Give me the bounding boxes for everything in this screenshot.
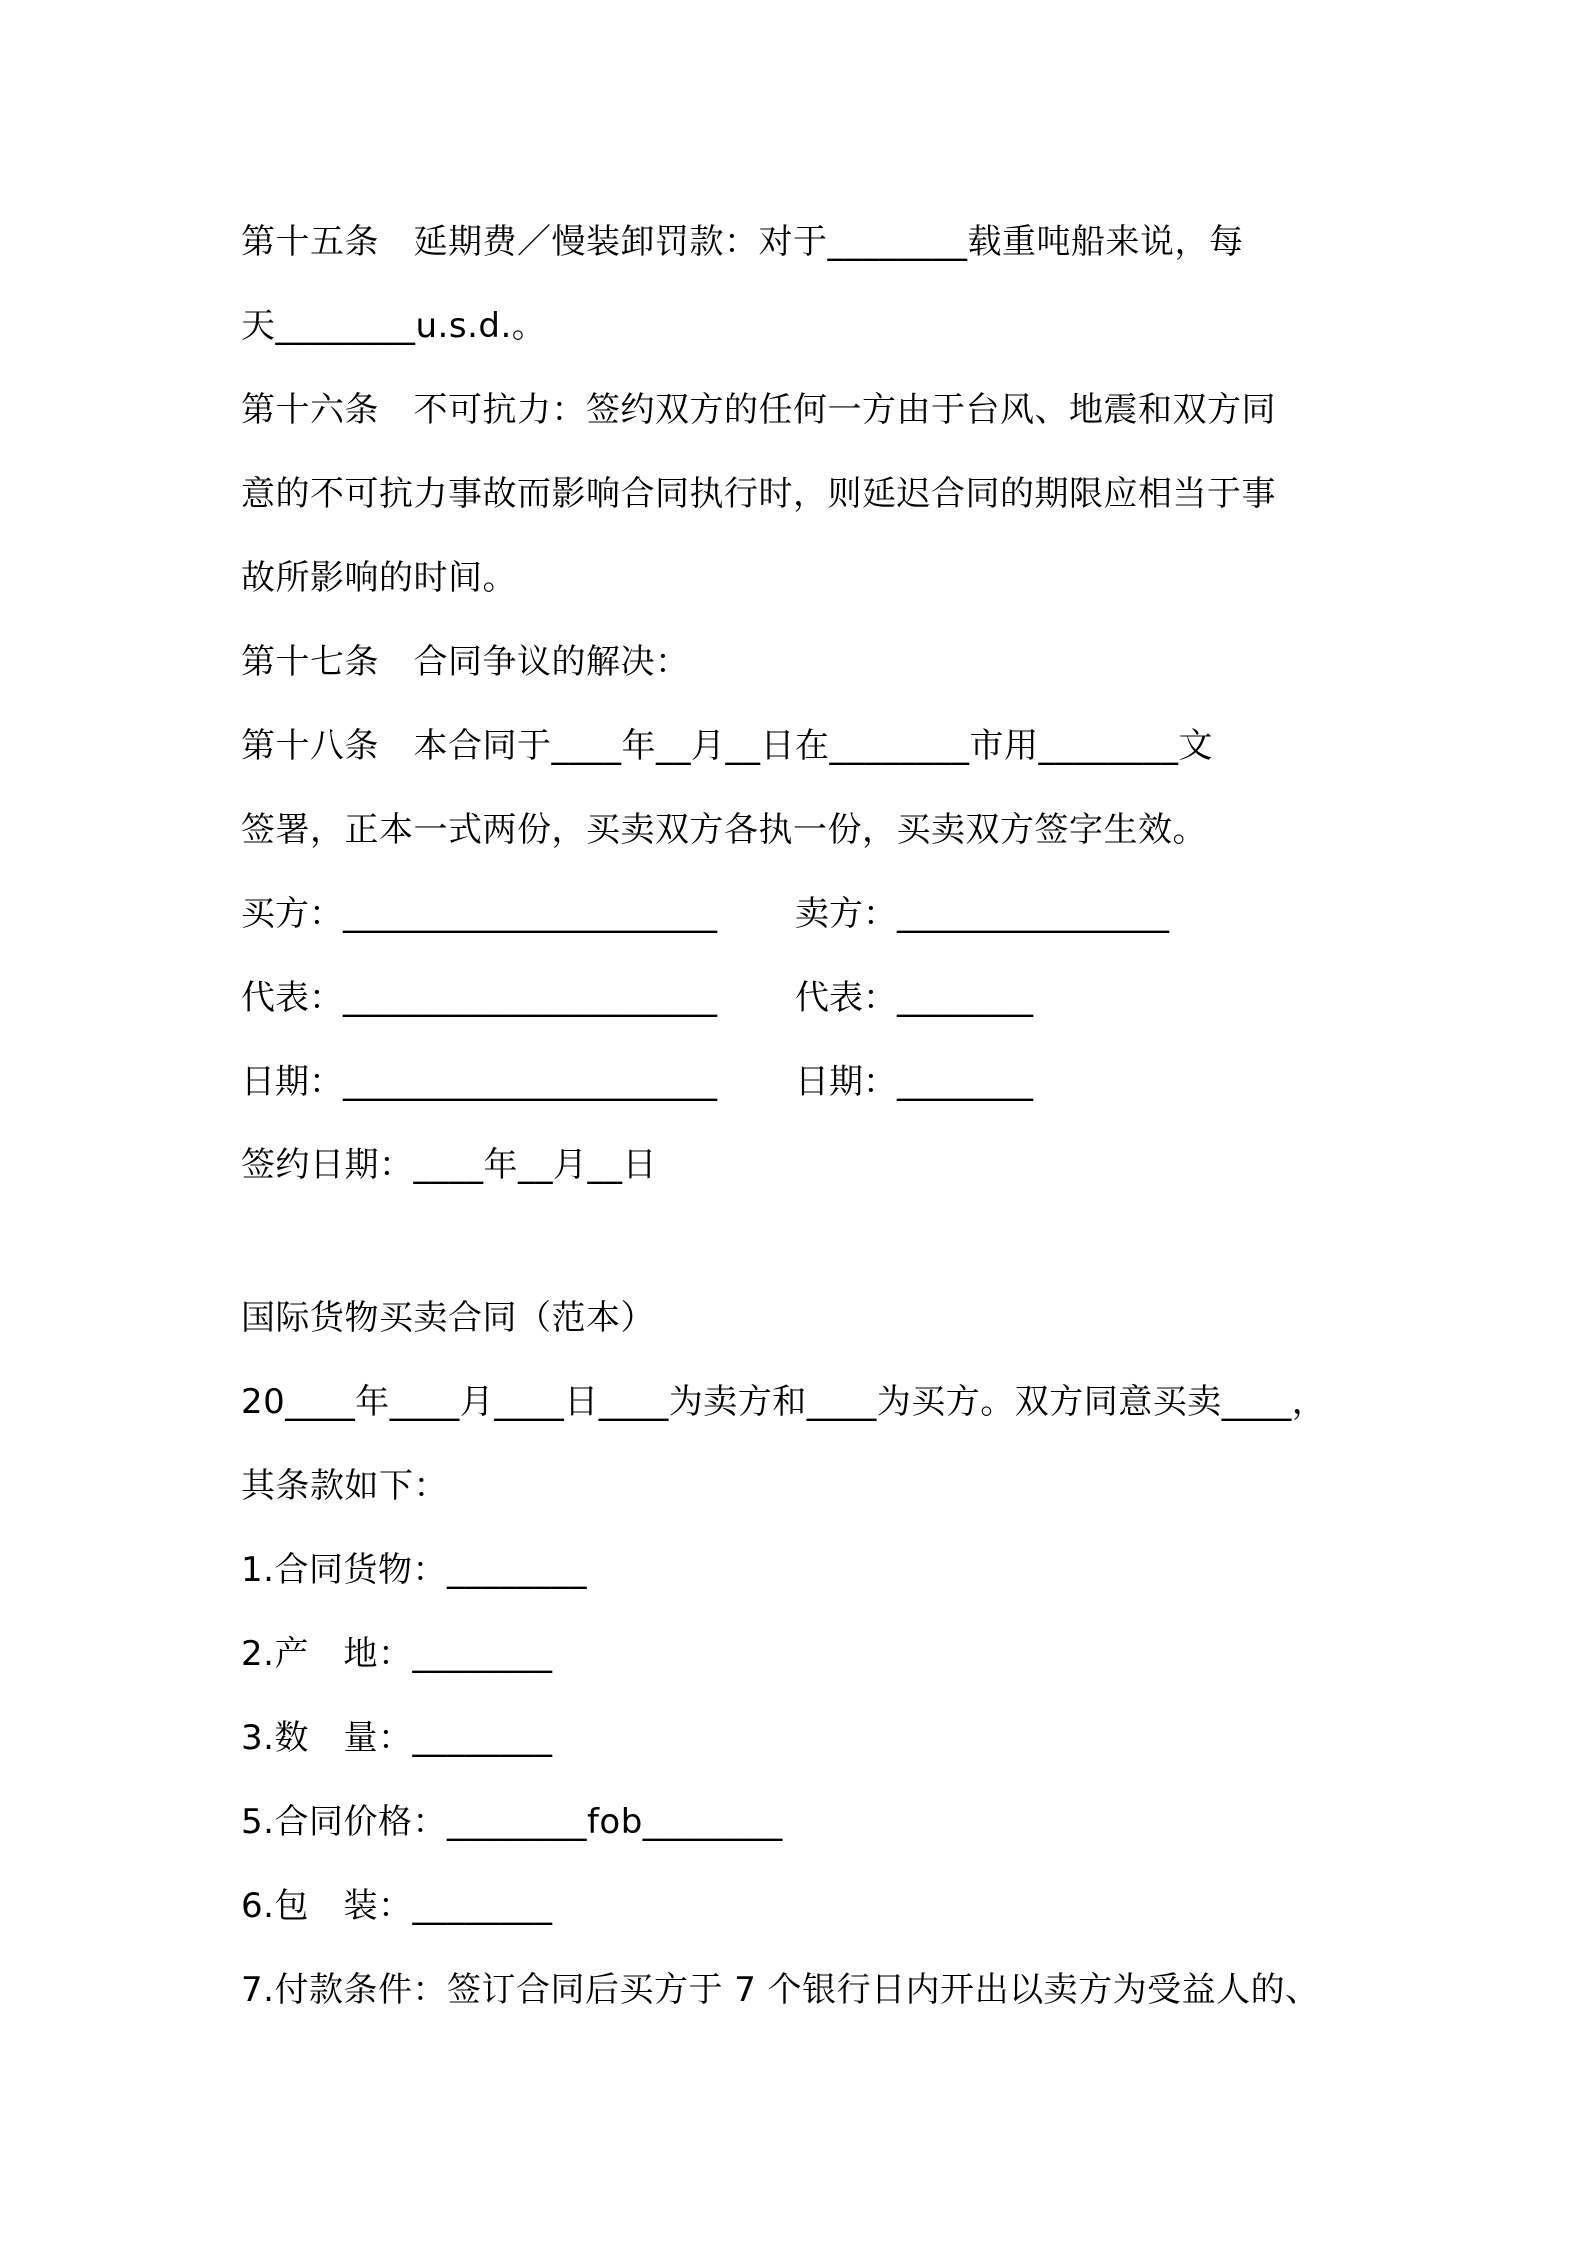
contract-item-goods: 1.合同货物：________ xyxy=(241,1550,587,1590)
contract-item-quantity: 3.数 量：________ xyxy=(241,1718,553,1758)
contract-item-origin: 2.产 地：________ xyxy=(241,1634,553,1674)
article-16-line-3: 故所影响的时间。 xyxy=(241,558,517,598)
article-15-line-2: 天________u.s.d.。 xyxy=(241,306,547,346)
seller-date-line: 日期：________ xyxy=(795,1062,1033,1102)
contract-item-packing: 6.包 装：________ xyxy=(241,1886,553,1926)
contract-title: 国际货物买卖合同（范本） xyxy=(241,1298,655,1338)
buyer-signature-line: 买方：______________________ xyxy=(241,894,717,934)
contract-intro-line-1: 20____年____月____日____为卖方和____为买方。双方同意买卖____， xyxy=(241,1382,1327,1422)
article-15-line-1: 第十五条 延期费／慢装卸罚款：对于________载重吨船来说，每 xyxy=(241,222,1244,262)
article-18-line-2: 签署，正本一式两份，买卖双方各执一份，买卖双方签字生效。 xyxy=(241,810,1207,850)
article-16-line-1: 第十六条 不可抗力：签约双方的任何一方由于台风、地震和双方同 xyxy=(241,390,1276,430)
contract-item-payment: 7.付款条件：签订合同后买方于 7 个银行日内开出以卖方为受益人的、 xyxy=(241,1970,1320,2010)
signature-row-date xyxy=(241,1040,1381,1124)
contract-item-price: 5.合同价格：________fob________ xyxy=(241,1802,783,1842)
buyer-date-line: 日期：______________________ xyxy=(241,1062,717,1102)
seller-signature-line: 卖方：________________ xyxy=(795,894,1169,934)
contract-intro-line-2: 其条款如下： xyxy=(241,1466,448,1506)
article-18-line-1: 第十八条 本合同于____年__月__日在________市用________文 xyxy=(241,726,1213,766)
document-page xyxy=(241,200,1381,2032)
section-spacer xyxy=(241,1206,1381,1276)
signature-row-representative xyxy=(241,956,1381,1040)
buyer-representative-line: 代表：______________________ xyxy=(241,978,717,1018)
article-16-line-2: 意的不可抗力事故而影响合同执行时，则延迟合同的期限应相当于事 xyxy=(241,474,1276,514)
article-17: 第十七条 合同争议的解决： xyxy=(241,642,690,682)
signature-row-party xyxy=(241,872,1381,956)
seller-representative-line: 代表：________ xyxy=(795,978,1033,1018)
signing-date: 签约日期：____年__月__日 xyxy=(241,1145,657,1185)
